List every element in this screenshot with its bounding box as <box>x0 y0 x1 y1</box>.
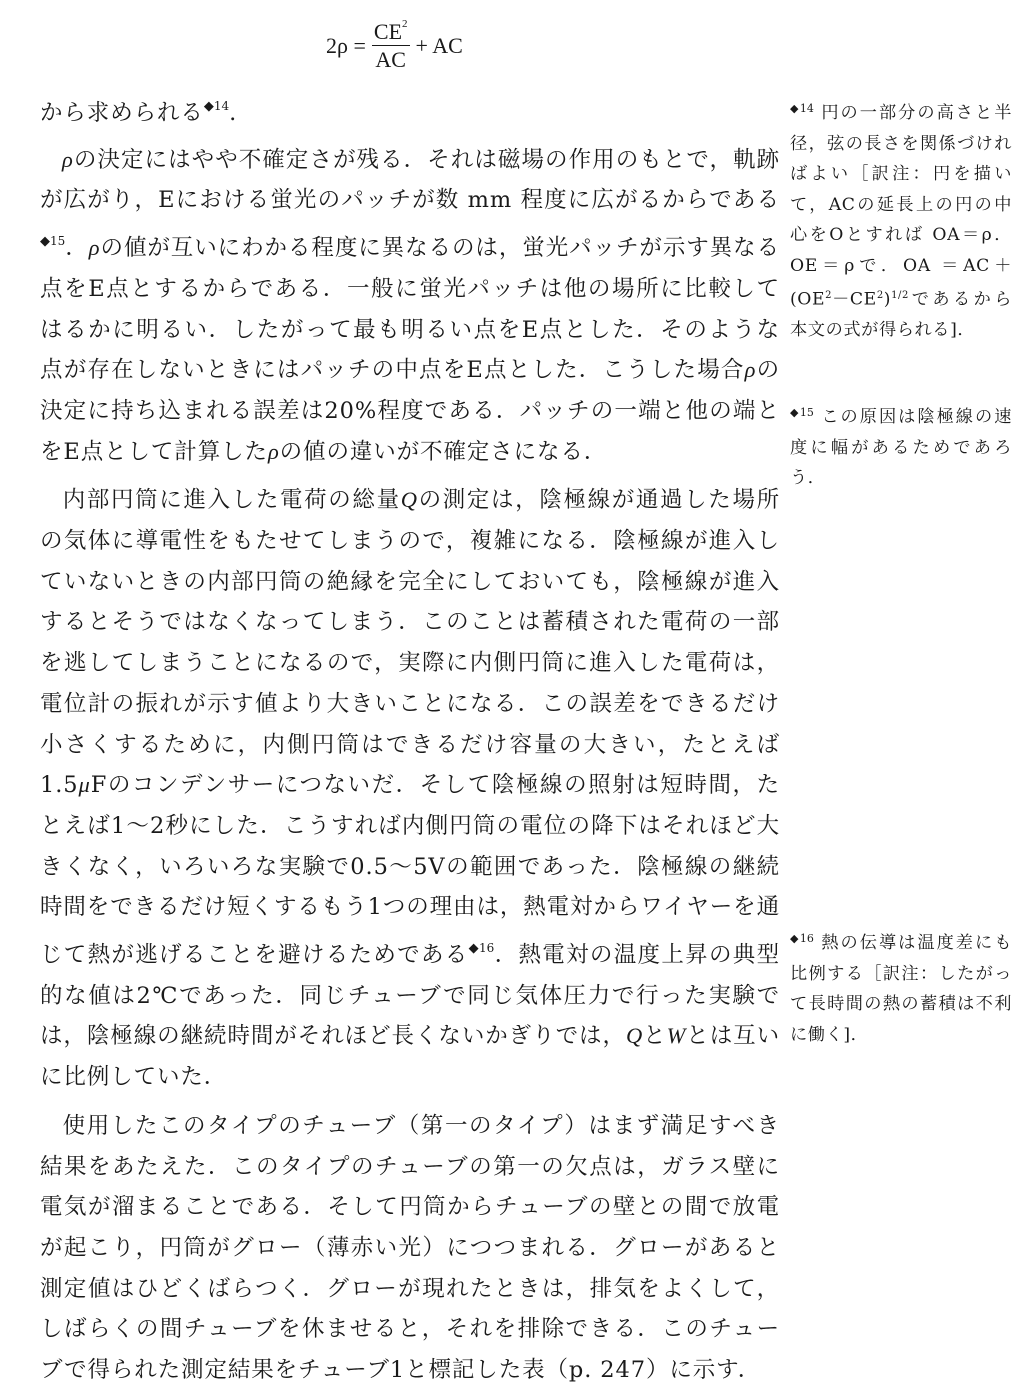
side-note-14: $^{◆14}$ 円の一部分の高さと半径，弦の長さを関係づければよい［訳注：円を描いて，ACの延長上の円の中心をOとすれば OA＝ρ．OE＝ρで．OA $=AC+(OE^2-CE^2)^{1/2}$であるから本文の式が得られる]． <box>790 102 1012 341</box>
equation-denominator: AC <box>375 47 406 73</box>
note-mark: ◆16 <box>790 932 814 945</box>
equation-fraction <box>372 18 410 74</box>
paragraph-4: 使用したこのタイプのチューブ（第一のタイプ）はまず満足すべき結果をあたえた．このタイプのチューブの第一の欠点は，ガラス壁に電気が溜まることである．そして円筒からチューブの壁との間で放電が起こり，円筒がグロー（薄赤い光）につつまれる．グローがあると測定値はひどくばらつく．グローが現れたときは，排気をよくして，しばらくの間チューブを休ませると，それを排除できる．このチューブで得られた測定結果をチューブ1と標記した表（p. 247）に示す． <box>40 1112 780 1384</box>
equation <box>326 18 463 74</box>
paragraph-2: ρの決定にはやや不確定さが残る．それは磁場の作用のもとで，軌跡が広がり，Eにおける蛍光のパッチが数 mm 程度に広がるからである$^{◆15}$．ρの値が互いにわかる程度に異なるのは，蛍光パッチが示す異なる点をE点とするからである．一般に蛍光パッチは他の場所に比較してはるかに明るい．したがって最も明るい点をE点とした．そのような点が存在しないときにはパッチの中点をE点とした．こうした場合ρの決定に持ち込まれる誤差は20%程度である．パッチの一端と他の端とをE点として計算したρの値の違いが不確定さになる． <box>40 146 780 465</box>
note-mark: ◆15 <box>790 406 814 419</box>
equation-tail: + AC <box>415 32 463 58</box>
footnote-ref-15: ◆15 <box>40 234 66 250</box>
equation-lhs: 2ρ = <box>326 32 366 58</box>
footnote-ref-16: ◆16 <box>468 941 495 957</box>
side-note-15: $^{◆15}$ この原因は陰極線の速度に幅があるためであろう． <box>790 406 1012 488</box>
paragraph-1: から求められる$^{◆14}$. <box>40 99 238 126</box>
equation-numerator: $CE^2$ <box>372 18 410 46</box>
side-note-16: $^{◆16}$ 熱の伝導は温度差にも比例する［訳注：したがって長時間の熱の蓄積は不利に働く]． <box>790 932 1012 1045</box>
paragraph-3: 内部円筒に進入した電荷の総量Qの測定は，陰極線が通過した場所の気体に導電性をもたせてしまうので，複雑になる．陰極線が進入していないときの内部円筒の絶縁を完全にしておいても，陰極線が進入するとそうではなくなってしまう．このことは蓄積された電荷の一部を逃してしまうことになるので，実際に内側円筒に進入した電荷は，電位計の振れが示す値より大きいことになる．この誤差をできるだけ小さくするために，内側円筒はできるだけ容量の大きい，たとえば1.5μFのコンデンサーにつないだ．そして陰極線の照射は短時間，たとえば1～2秒にした．こうすれば内側円筒の電位の降下はそれほど大きくなく，いろいろな実験で0.5～5Vの範囲であった．陰極線の継続時間をできるだけ短くするもう1つの理由は，熱電対からワイヤーを通じて熱が逃げることを避けるためである$^{◆16}$．熱電対の温度上昇の典型的な値は2℃であった．同じチューブで同じ気体圧力で行った実験では，陰極線の継続時間がそれほど長くないかぎりでは，QとWとは互いに比例していた． <box>40 487 780 1091</box>
equation-exponent: 2 <box>402 18 408 30</box>
note-mark: ◆14 <box>790 102 814 115</box>
footnote-ref-14: ◆14 <box>203 99 230 114</box>
main-text <box>40 86 780 1399</box>
